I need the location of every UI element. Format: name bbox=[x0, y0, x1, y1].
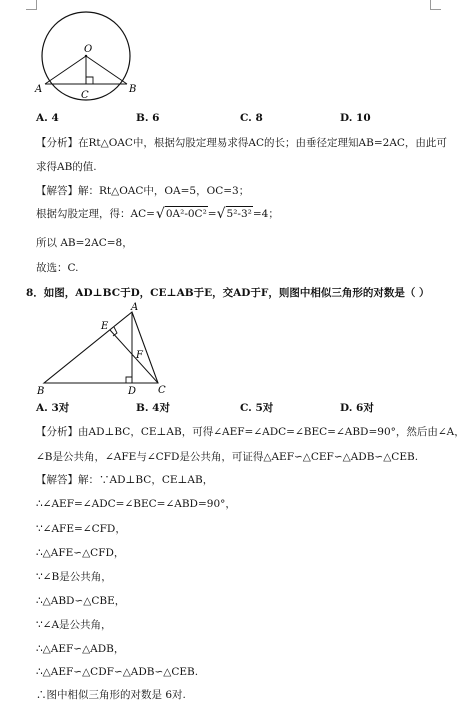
q8-line-10: ∴△AEF∽△ADB， bbox=[36, 643, 125, 655]
segment-oa bbox=[45, 56, 86, 84]
q8-line-11: ∴△AEF∽△CDF∽△ADB∽△CEB. bbox=[36, 666, 199, 678]
q8-line-12: ∴图中相似三角形的对数是 6对. bbox=[36, 689, 186, 701]
q7-analysis-line-2: 求得AB的值. bbox=[36, 161, 97, 173]
q8-option-b: B. 4对 bbox=[136, 402, 170, 414]
q8-stem: 8．如图，AD⊥BC于D，CE⊥AB于E，交AD于F，则图中相似三角形的对数是（ ） bbox=[26, 287, 430, 299]
q7-option-c: C. 8 bbox=[240, 112, 263, 124]
q7-answer-2-eq: = bbox=[207, 207, 217, 220]
label-a2: A bbox=[131, 302, 139, 313]
altitude-ce bbox=[110, 330, 158, 383]
crop-mark-top-right-h bbox=[431, 9, 441, 10]
triangle-figure bbox=[34, 300, 174, 398]
q8-line-3: 【解答】解：∵AD⊥BC，CE⊥AB， bbox=[36, 474, 214, 486]
q8-line-8: ∴△ABD∽△CBE， bbox=[36, 595, 126, 607]
label-e: E bbox=[101, 321, 109, 332]
label-d: D bbox=[128, 386, 137, 397]
circle-figure bbox=[34, 10, 139, 106]
q8-line-6: ∴△AFE∽△CFD， bbox=[36, 547, 125, 559]
q8-line-1: 【分析】由AD⊥BC，CE⊥AB，可得∠AEF=∠ADC=∠BEC=∠ABD=90°，然后由∠A， bbox=[36, 426, 465, 438]
label-c: C bbox=[81, 90, 89, 101]
q8-line-2: ∠B是公共角，∠AFE与∠CFD是公共角，可证得△AEF∽△CEF∽△ADB∽△CEB. bbox=[36, 451, 419, 463]
q7-answer-2-suffix: =4； bbox=[252, 207, 279, 220]
q7-option-d: D. 10 bbox=[340, 112, 371, 124]
q8-option-d: D. 6对 bbox=[340, 402, 374, 414]
label-a: A bbox=[35, 84, 43, 95]
q8-line-4: ∴∠AEF=∠ADC=∠BEC=∠ABD=90°， bbox=[36, 498, 236, 510]
right-angle-mark bbox=[86, 77, 93, 84]
q7-answer-2-radicand-2: 5²-3² bbox=[226, 208, 252, 220]
q8-option-a: A. 3对 bbox=[36, 402, 70, 414]
q8-option-c: C. 5对 bbox=[240, 402, 274, 414]
q7-answer-2-radicand-1: 0A²-0C² bbox=[165, 208, 207, 220]
label-b: B bbox=[129, 84, 137, 95]
q8-line-5: ∵∠AFE=∠CFD， bbox=[36, 523, 126, 535]
sqrt-sign-2: √ bbox=[216, 205, 226, 222]
q7-answer-2-prefix: 根据勾股定理，得：AC= bbox=[36, 207, 155, 220]
q7-option-b: B. 6 bbox=[136, 112, 160, 124]
label-c2: C bbox=[158, 385, 166, 396]
q7-option-a: A. 4 bbox=[36, 112, 59, 124]
q8-line-7: ∵∠B是公共角， bbox=[36, 571, 112, 583]
q7-answer-line-3: 所以 AB=2AC=8， bbox=[36, 237, 133, 249]
segment-ob bbox=[86, 56, 127, 84]
q7-analysis-line-1: 【分析】在Rt△OAC中，根据勾股定理易求得AC的长；由垂径定理知AB=2AC，由此可 bbox=[36, 137, 447, 149]
q8-line-9: ∵∠A是公共角， bbox=[36, 619, 112, 631]
center-point bbox=[85, 55, 87, 57]
crop-mark-top-left-v bbox=[36, 0, 37, 10]
label-o: O bbox=[84, 44, 93, 55]
q7-answer-line-2 bbox=[36, 206, 279, 221]
q7-answer-line-1: 【解答】解：Rt△OAC中，OA=5，OC=3； bbox=[36, 185, 250, 197]
label-f: F bbox=[136, 350, 143, 361]
right-angle-mark-d bbox=[126, 377, 132, 383]
sqrt-sign-1: √ bbox=[155, 205, 165, 222]
label-b2: B bbox=[37, 386, 45, 397]
q7-answer-line-4: 故选：C. bbox=[36, 262, 79, 274]
